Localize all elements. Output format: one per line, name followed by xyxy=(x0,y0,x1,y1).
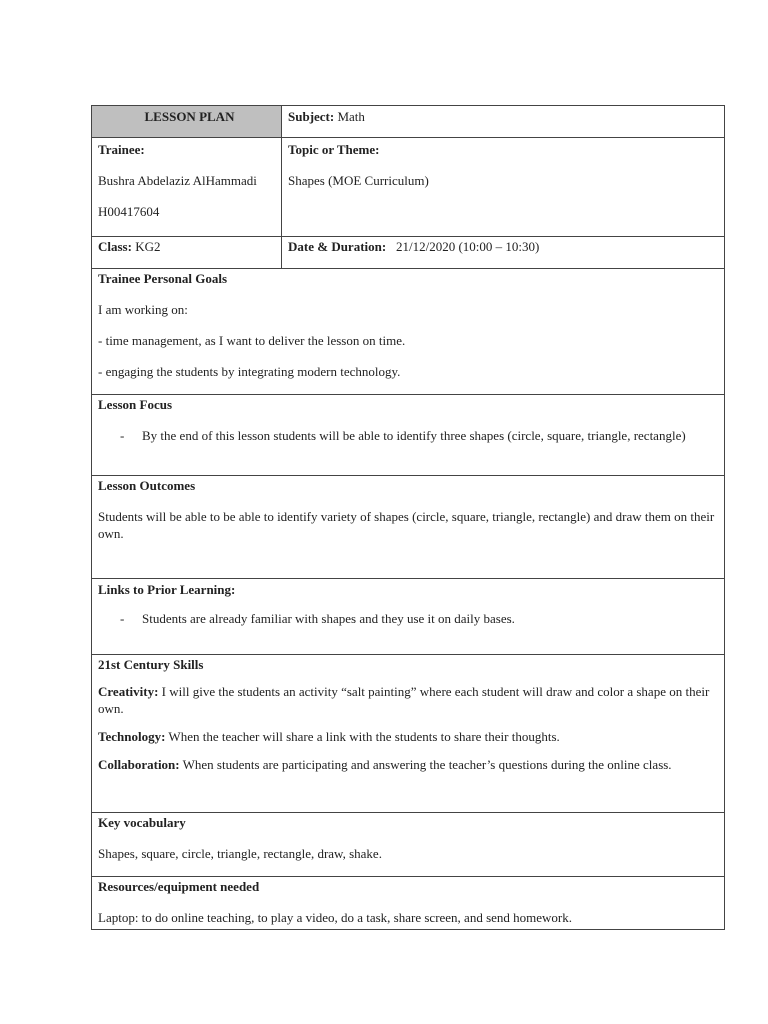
class-value: KG2 xyxy=(131,239,161,254)
subject-label: Subject: xyxy=(288,109,335,124)
goal-item: - time management, as I want to deliver the lesson on time. xyxy=(98,333,406,348)
trainee-id: H00417604 xyxy=(98,204,160,219)
resources-cell xyxy=(92,877,725,930)
focus-cell xyxy=(92,395,725,476)
prior-title: Links to Prior Learning: xyxy=(98,582,236,597)
outcomes-row xyxy=(92,476,725,579)
skills-row xyxy=(92,655,725,813)
trainee-label: Trainee: xyxy=(98,142,145,157)
dash-bullet: - xyxy=(120,428,125,443)
date-cell xyxy=(282,237,725,269)
creativity-paragraph xyxy=(98,683,716,717)
class-row xyxy=(92,237,725,269)
collaboration-text: When students are participating and answering the teacher’s questions during the online class. xyxy=(179,757,672,772)
lesson-plan-document xyxy=(91,105,724,930)
subject-value: Math xyxy=(334,109,365,124)
subject-cell xyxy=(282,106,725,138)
prior-list xyxy=(98,610,724,627)
topic-value: Shapes (MOE Curriculum) xyxy=(288,173,429,188)
focus-title: Lesson Focus xyxy=(98,397,173,412)
outcomes-text: Students will be able to be able to identify variety of shapes (circle, square, triangle, rectangle) and draw them on their own. xyxy=(98,509,715,541)
class-label: Class: xyxy=(98,239,132,254)
technology-paragraph xyxy=(98,728,716,745)
technology-label: Technology: xyxy=(98,729,166,744)
focus-list xyxy=(98,427,724,444)
trainee-row xyxy=(92,138,725,237)
skills-cell xyxy=(92,655,725,813)
trainee-name: Bushra Abdelaziz AlHammadi xyxy=(98,173,257,188)
date-label: Date & Duration: xyxy=(288,239,387,254)
resources-text: Laptop: to do online teaching, to play a video, do a task, share screen, and send homework. xyxy=(98,910,573,925)
resources-row xyxy=(92,877,725,930)
outcomes-cell xyxy=(92,476,725,579)
prior-text: Students are already familiar with shapes and they use it on daily bases. xyxy=(142,611,515,626)
class-cell xyxy=(92,237,282,269)
prior-cell xyxy=(92,579,725,655)
topic-cell xyxy=(282,138,725,237)
collaboration-label: Collaboration: xyxy=(98,757,180,772)
creativity-text: I will give the students an activity “salt painting” where each student will draw and color a shape on their own. xyxy=(98,684,710,716)
lesson-plan-table xyxy=(91,105,725,930)
focus-text: By the end of this lesson students will be able to identify three shapes (circle, square, triangle, rectangle) xyxy=(142,428,686,443)
header-row xyxy=(92,106,725,138)
goals-cell xyxy=(92,269,725,395)
prior-row xyxy=(92,579,725,655)
skills-title: 21st Century Skills xyxy=(98,657,204,672)
vocabulary-row xyxy=(92,813,725,877)
vocabulary-title: Key vocabulary xyxy=(98,815,186,830)
outcomes-title: Lesson Outcomes xyxy=(98,478,196,493)
list-item xyxy=(98,610,724,627)
technology-text: When the teacher will share a link with the students to share their thoughts. xyxy=(165,729,560,744)
goal-item: - engaging the students by integrating modern technology. xyxy=(98,364,401,379)
focus-row xyxy=(92,395,725,476)
resources-title: Resources/equipment needed xyxy=(98,879,260,894)
date-value: 21/12/2020 (10:00 – 10:30) xyxy=(395,239,540,254)
vocabulary-text: Shapes, square, circle, triangle, rectangle, draw, shake. xyxy=(98,846,382,861)
topic-label: Topic or Theme: xyxy=(288,142,380,157)
goals-intro: I am working on: xyxy=(98,302,188,317)
creativity-label: Creativity: xyxy=(98,684,159,699)
trainee-cell xyxy=(92,138,282,237)
list-item xyxy=(98,427,724,444)
goals-title: Trainee Personal Goals xyxy=(98,271,228,286)
vocabulary-cell xyxy=(92,813,725,877)
collaboration-paragraph xyxy=(98,756,716,773)
lesson-plan-title: LESSON PLAN xyxy=(92,106,282,138)
dash-bullet: - xyxy=(120,611,125,626)
goals-row xyxy=(92,269,725,395)
